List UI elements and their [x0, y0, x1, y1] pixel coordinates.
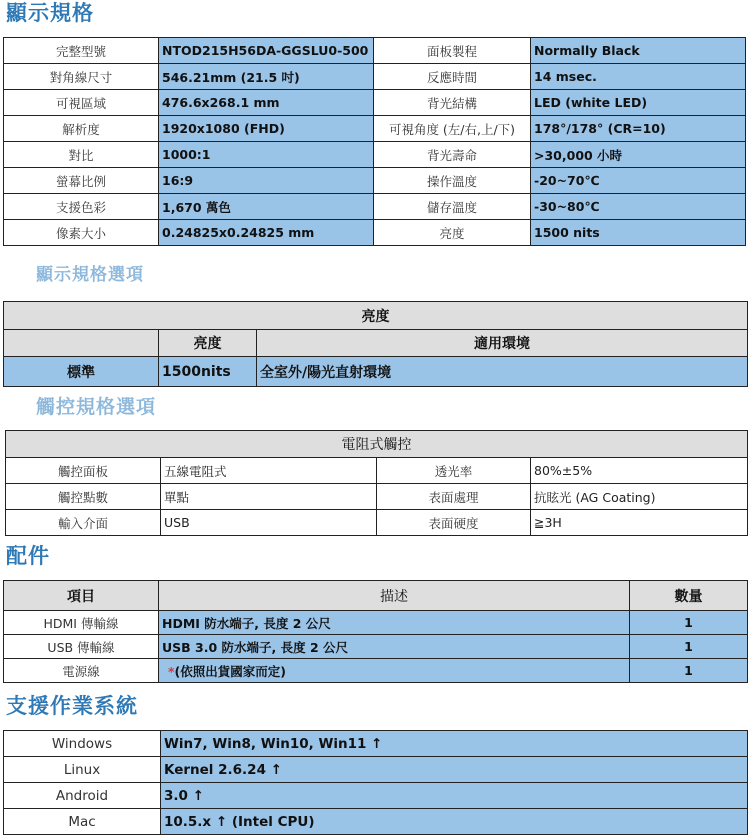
spec-label: 螢幕比例: [4, 168, 159, 194]
spec-value: LED (white LED): [531, 90, 746, 116]
accessory-desc: [159, 611, 630, 635]
touch-label: 表面處理: [377, 484, 531, 510]
spec-label: 可視區域: [4, 90, 159, 116]
display-options-row-environment: 全室外/陽光直射環境: [257, 357, 748, 387]
touch-value: 單點: [161, 484, 377, 510]
table-row: [4, 783, 748, 809]
accessory-qty: 1: [630, 635, 748, 659]
table-row: [6, 458, 748, 484]
accessories-header-desc: 描述: [159, 581, 630, 611]
os-name: Linux: [4, 757, 161, 783]
spec-value: 546.21mm (21.5 吋): [159, 64, 374, 90]
table-row: [4, 168, 746, 194]
display-specs-heading: 顯示規格: [6, 1, 94, 25]
display-options-header-brightness: 亮度: [159, 330, 257, 357]
table-row: [4, 731, 748, 757]
os-version: 10.5.x ↑ (Intel CPU): [161, 809, 748, 835]
spec-label: 可視角度 (左/右,上/下): [374, 116, 531, 142]
display-specs-table: [3, 37, 746, 246]
spec-value: 1920x1080 (FHD): [159, 116, 374, 142]
accessory-item: USB 傳輸線: [4, 635, 159, 659]
display-options-header-blank: [4, 330, 159, 357]
table-row: [6, 510, 748, 536]
footnote-mark: *: [168, 663, 175, 679]
touch-options-table: [5, 430, 748, 536]
touch-value: 80%±5%: [531, 458, 748, 484]
spec-value: 1000:1: [159, 142, 374, 168]
spec-value: 16:9: [159, 168, 374, 194]
os-support-heading: 支援作業系統: [6, 694, 138, 718]
spec-label: 反應時間: [374, 64, 531, 90]
spec-label: 儲存溫度: [374, 194, 531, 220]
os-name: Mac: [4, 809, 161, 835]
touch-options-table-title: 電阻式觸控: [6, 431, 748, 458]
accessories-header-qty: 數量: [630, 581, 748, 611]
table-row: [4, 611, 748, 635]
os-version: Win7, Win8, Win10, Win11 ↑: [161, 731, 748, 757]
accessory-item: HDMI 傳輸線: [4, 611, 159, 635]
table-row: [4, 809, 748, 835]
touch-value: 抗眩光 (AG Coating): [531, 484, 748, 510]
touch-label: 輸入介面: [6, 510, 161, 536]
table-row: [4, 659, 748, 683]
spec-label: 完整型號: [4, 38, 159, 64]
touch-label: 觸控點數: [6, 484, 161, 510]
accessory-desc-text: HDMI 防水端子, 長度 2 公尺: [162, 615, 331, 631]
touch-value: 五線電阻式: [161, 458, 377, 484]
os-name: Android: [4, 783, 161, 809]
touch-label: 透光率: [377, 458, 531, 484]
display-options-row-brightness: 1500nits: [159, 357, 257, 387]
accessory-desc: [159, 635, 630, 659]
table-row: [4, 90, 746, 116]
spec-label: 背光結構: [374, 90, 531, 116]
spec-value: Normally Black: [531, 38, 746, 64]
display-options-row-label: 標準: [4, 357, 159, 387]
display-options-header-environment: 適用環境: [257, 330, 748, 357]
table-row: [4, 142, 746, 168]
touch-value: ≧3H: [531, 510, 748, 536]
os-version: Kernel 2.6.24 ↑: [161, 757, 748, 783]
display-options-table: [3, 301, 748, 387]
accessories-table: [3, 580, 748, 683]
spec-value: 1,670 萬色: [159, 194, 374, 220]
table-row: [4, 64, 746, 90]
spec-value: 178°/178° (CR=10): [531, 116, 746, 142]
touch-label: 觸控面板: [6, 458, 161, 484]
display-options-heading: 顯示規格選項: [36, 265, 144, 285]
touch-label: 表面硬度: [377, 510, 531, 536]
table-row: [6, 484, 748, 510]
os-version: 3.0 ↑: [161, 783, 748, 809]
os-support-table: [3, 730, 748, 835]
spec-label: 亮度: [374, 220, 531, 246]
spec-value: >30,000 小時: [531, 142, 746, 168]
spec-label: 對比: [4, 142, 159, 168]
accessories-header-item: 項目: [4, 581, 159, 611]
table-row: [4, 757, 748, 783]
spec-label: 對角線尺寸: [4, 64, 159, 90]
table-row: [4, 635, 748, 659]
display-options-table-title: 亮度: [4, 302, 748, 330]
spec-value: 14 msec.: [531, 64, 746, 90]
spec-label: 面板製程: [374, 38, 531, 64]
accessory-item: 電源線: [4, 659, 159, 683]
spec-value: -30~80℃: [531, 194, 746, 220]
spec-value: 1500 nits: [531, 220, 746, 246]
spec-value: NTOD215H56DA-GGSLU0-500: [159, 38, 374, 64]
spec-label: 支援色彩: [4, 194, 159, 220]
touch-options-heading: 觸控規格選項: [36, 396, 157, 418]
spec-label: 解析度: [4, 116, 159, 142]
accessory-desc-text: (依照出貨國家而定): [174, 663, 286, 679]
spec-label: 操作溫度: [374, 168, 531, 194]
spec-value: 0.24825x0.24825 mm: [159, 220, 374, 246]
spec-value: 476.6x268.1 mm: [159, 90, 374, 116]
accessory-qty: 1: [630, 659, 748, 683]
os-name: Windows: [4, 731, 161, 757]
accessory-qty: 1: [630, 611, 748, 635]
touch-value: USB: [161, 510, 377, 536]
table-row: [4, 220, 746, 246]
spec-value: -20~70℃: [531, 168, 746, 194]
spec-label: 背光壽命: [374, 142, 531, 168]
spec-label: 像素大小: [4, 220, 159, 246]
accessory-desc: [159, 659, 630, 683]
accessories-heading: 配件: [6, 544, 50, 568]
accessory-desc-text: USB 3.0 防水端子, 長度 2 公尺: [162, 639, 349, 655]
table-row: [4, 38, 746, 64]
table-row: [4, 116, 746, 142]
table-row: [4, 194, 746, 220]
